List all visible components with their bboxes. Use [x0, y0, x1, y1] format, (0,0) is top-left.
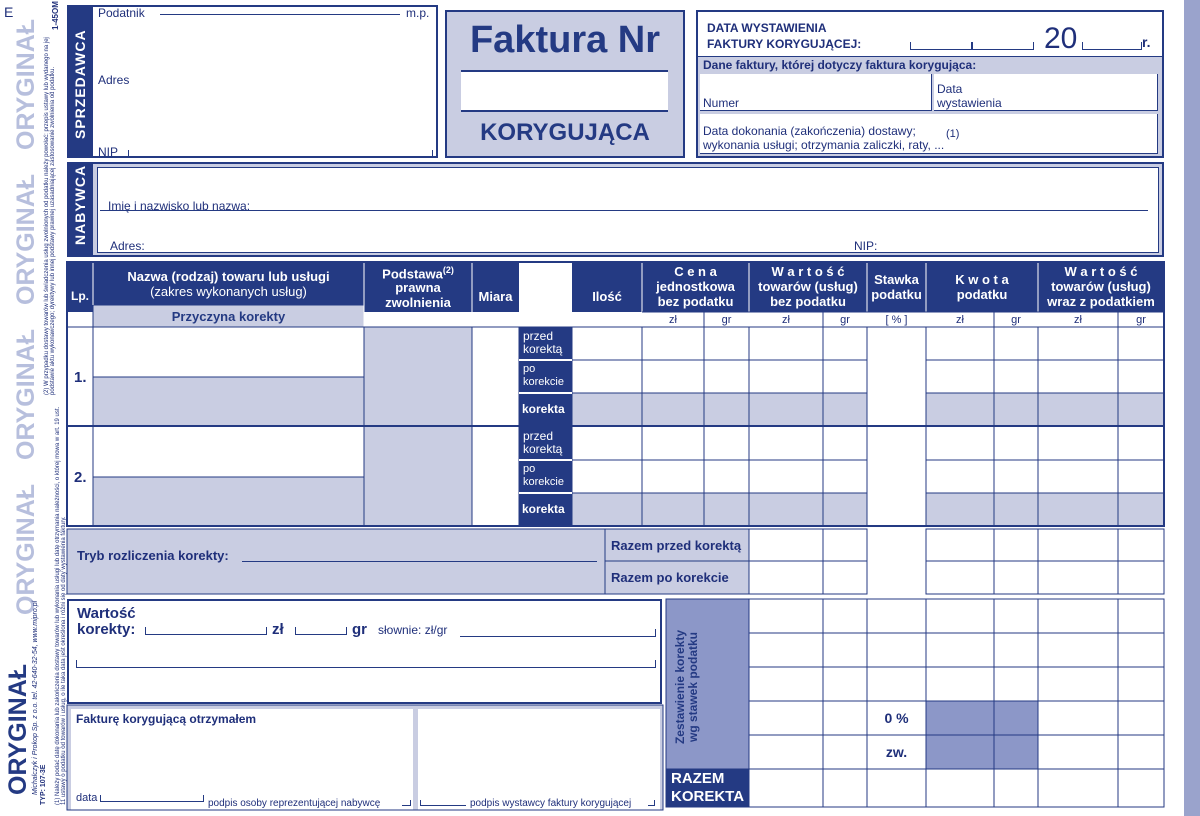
col-header-price-3: bez podatku: [657, 294, 734, 309]
row-number-2: 2.: [74, 469, 87, 486]
origin-label-5: ORYGINAŁ: [4, 663, 32, 795]
col-header-rate-1: Stawka: [874, 272, 919, 287]
basis-label: Podstawa: [382, 266, 443, 282]
buyer-name-label: Imię i nazwisko lub nazwa:: [108, 199, 251, 213]
mp-label: m.p.: [406, 6, 430, 20]
row-2-before-1: przed: [523, 429, 554, 443]
seller-address-label: Adres: [98, 73, 130, 87]
subheader-gross-zl: zł: [1074, 314, 1082, 326]
breakdown-label: [674, 622, 700, 752]
buyer-address-label: Adres:: [110, 239, 145, 253]
col-header-value-3: bez podatku: [770, 294, 846, 309]
original-date-label-1: Data: [937, 82, 963, 96]
original-number-label: Numer: [703, 96, 740, 110]
total-after-label: Razem po korekcie: [611, 570, 729, 585]
row-2-after-1: po: [523, 463, 536, 475]
issuer-signature-field-right[interactable]: [648, 800, 655, 806]
total-correction-2: KOREKTA: [671, 788, 745, 805]
row-1-correction: korekta: [522, 402, 565, 416]
form-type: TYP: 107-3E: [40, 764, 47, 805]
origin-label-1: ORYGINAŁ: [12, 18, 40, 150]
series-letter: E: [4, 4, 14, 20]
issue-year-suffix: r.: [1142, 34, 1151, 50]
delivery-label-1: Data dokonania (zakończenia) dostawy;: [703, 124, 916, 138]
rate-exempt-label: zw.: [885, 744, 908, 760]
date-field[interactable]: [100, 795, 204, 802]
col-header-gross-2: towarów (usług): [1051, 279, 1151, 294]
original-date-label-2: wystawienia: [937, 96, 1002, 110]
col-header-qty: Ilość: [592, 289, 622, 304]
col-header-lp: Lp.: [71, 289, 89, 303]
delivery-label-2: wykonania usługi; otrzymania zaliczki, raty, ...: [703, 138, 945, 152]
invoice-subtitle: KORYGUJĄCA: [480, 119, 650, 146]
buyer-section-label: NABYWCA: [72, 164, 88, 245]
row-2-before-2: korektą: [523, 442, 563, 456]
correction-zl-field[interactable]: [145, 627, 267, 635]
col-header-value-2: towarów (usług): [758, 279, 858, 294]
seller-section-label: SPRZEDAWCA: [72, 29, 88, 139]
right-edge-strip: [1184, 0, 1200, 816]
subheader-value-gr: gr: [840, 314, 850, 326]
col-header-measure: Miara: [478, 289, 513, 304]
col-header-reason: Przyczyna korekty: [171, 309, 286, 324]
origin-label-4: ORYGINAŁ: [12, 483, 40, 615]
col-header-price-2: jednostkowa: [656, 279, 735, 294]
amount-in-words-field[interactable]: [460, 629, 656, 637]
col-header-tax-2: podatku: [956, 287, 1008, 302]
buyer-signature-label: podpis osoby reprezentującej nabywcę: [208, 798, 381, 809]
buyer-signature-field[interactable]: [402, 800, 411, 806]
publisher: Michalczyk i Prokop Sp. z o.o. tel. 42-640-32-54, www.mipro.pl: [32, 600, 39, 795]
origin-label-2: ORYGINAŁ: [12, 173, 40, 305]
row-1-after-2: korekcie: [523, 376, 564, 388]
col-header-name-2: (zakres wykonanych usług): [150, 284, 307, 299]
col-header-tax-1: K w o t a: [955, 272, 1009, 287]
correction-value-label-1: Wartość: [77, 605, 136, 622]
settlement-mode-field[interactable]: [242, 554, 597, 562]
total-correction-1: RAZEM: [671, 770, 725, 787]
issuer-signature-field-left[interactable]: [420, 800, 466, 806]
col-header-basis-3: zwolnienia: [385, 295, 451, 310]
row-number-1: 1.: [74, 369, 87, 386]
col-header-gross-1: W a r t o ś ć: [1064, 264, 1138, 279]
footnote-2: (2) W przypadku dostawy towarów lub świadczenia usług zwolnionych od podatku należy powołać: przepis ustawy lub wydanego na jej podstawie aktu wykonawczego; dyrektywy lub innej podstawy prawnej uzasadniającej zastosowanie zwolnienia od podatku.: [44, 37, 56, 395]
date-label: data: [76, 792, 98, 804]
subheader-tax-zl: zł: [956, 314, 964, 326]
col-header-name-1: Nazwa (rodzaj) towaru lub usługi: [127, 269, 330, 284]
subheader-rate-pct: [ % ]: [885, 314, 908, 326]
correction-gr-field[interactable]: [295, 627, 347, 635]
settlement-mode-label: Tryb rozliczenia korekty:: [77, 548, 229, 563]
col-header-price-1: C e n a: [674, 264, 717, 279]
issue-date-label-1: DATA WYSTAWIENIA: [707, 21, 827, 35]
total-before-label: Razem przed korektą: [611, 538, 742, 553]
original-invoice-header: Dane faktury, której dotyczy faktura korygująca:: [703, 58, 977, 72]
seller-nip-label: NIP: [98, 145, 119, 159]
col-header-basis-2: prawna: [395, 280, 441, 295]
amount-in-words-label: słownie: zł/gr: [378, 623, 448, 637]
received-label: Fakturę korygującą otrzymałem: [76, 712, 257, 726]
buyer-nip-label: NIP:: [854, 239, 878, 253]
rate-zero-label: 0 %: [884, 710, 909, 726]
issuer-signature-label: podpis wystawcy faktury korygującej: [470, 798, 632, 809]
delivery-footnote: (1): [946, 128, 960, 140]
breakdown-text: Zestawienie korekty wg stawek podatku: [673, 629, 701, 745]
row-1-before-2: korektą: [523, 342, 563, 356]
basis-footnote: (2): [442, 265, 454, 275]
amount-in-words-field-2[interactable]: [76, 660, 656, 668]
invoice-title: Faktura Nr: [469, 19, 661, 61]
col-header-gross-3: wraz z podatkiem: [1047, 294, 1155, 309]
subheader-price-gr: gr: [721, 314, 732, 326]
issue-century: 20: [1044, 22, 1078, 55]
form-code: 1-45OM: [51, 1, 60, 30]
col-header-rate-2: podatku: [871, 287, 922, 302]
origin-label-3: ORYGINAŁ: [12, 328, 40, 460]
correction-gr-unit: gr: [352, 621, 367, 638]
subheader-tax-gr: gr: [1011, 314, 1021, 326]
col-header-value-1: W a r t o ś ć: [771, 264, 845, 279]
footnote-1: (1) Należy podać datę dokonania lub zakończenia dostawy towarów lub wykonania usługi lub datę otrzymania należności, o której mowa w art. 19 ust. 11 ustawy o podatku od towarów i usług, o ile taka data jest określona i różni się od daty wystawienia faktury.: [55, 406, 67, 805]
taxpayer-label: Podatnik: [98, 6, 145, 20]
row-2-after-2: korekcie: [523, 476, 564, 488]
subheader-price-zl: zł: [669, 314, 677, 326]
row-2-correction: korekta: [522, 502, 565, 516]
issue-date-label-2: FAKTURY KORYGUJĄCEJ:: [707, 37, 862, 51]
col-header-basis-4: od podatku: [382, 310, 454, 325]
row-1-before-1: przed: [523, 329, 554, 343]
subheader-value-zl: zł: [782, 314, 790, 326]
correction-zl-unit: zł: [272, 621, 284, 638]
correction-value-label-2: korekty:: [77, 621, 136, 638]
subheader-gross-gr: gr: [1136, 314, 1146, 326]
row-1-after-1: po: [523, 363, 536, 375]
